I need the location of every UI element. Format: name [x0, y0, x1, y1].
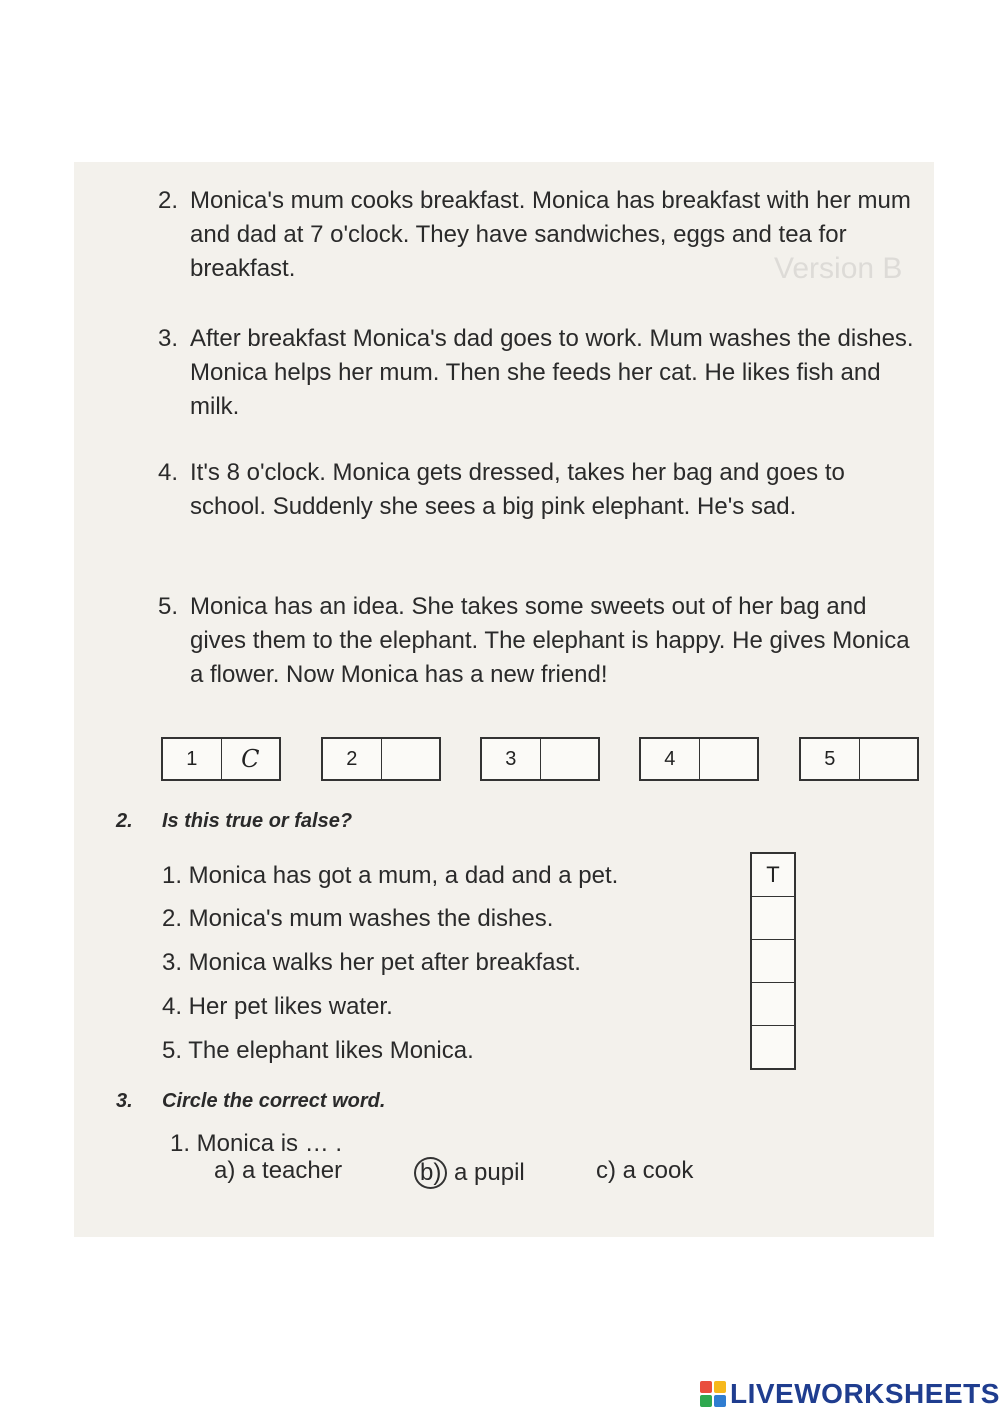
true-false-answer-field[interactable] [752, 940, 794, 983]
true-false-answer-field[interactable] [752, 897, 794, 940]
paragraph-number: 5. [158, 593, 179, 620]
match-answer-field[interactable] [541, 739, 599, 779]
worksheet-page [74, 162, 934, 1237]
option-b[interactable] [414, 1157, 525, 1189]
section-3-heading [116, 1090, 385, 1113]
paragraph-number: 3. [158, 325, 179, 352]
section-title: Circle the correct word. [162, 1090, 386, 1112]
true-false-statement: 4. Her pet likes water. [162, 993, 393, 1020]
match-answer-field[interactable] [860, 739, 918, 779]
match-box-4 [639, 737, 759, 781]
true-false-answer-grid [750, 852, 796, 1070]
option-b-text: a pupil [454, 1159, 525, 1186]
true-false-statement: 3. Monica walks her pet after breakfast. [162, 949, 581, 976]
true-false-statement: 5. The elephant likes Monica. [162, 1037, 474, 1064]
true-false-answer-field[interactable] [752, 1026, 794, 1068]
logo-text: LIVEWORKSHEETS [730, 1378, 1000, 1409]
true-false-statement: 1. Monica has got a mum, a dad and a pet. [162, 862, 619, 889]
paragraph-text: After breakfast Monica's dad goes to work. Mum washes the dishes. Monica helps her mum. Then she feeds her cat. He likes fish and milk. [190, 325, 914, 420]
section-title: Is this true or false? [162, 810, 353, 832]
match-answer-field[interactable] [382, 739, 440, 779]
option-c[interactable]: c) a cook [596, 1157, 694, 1184]
paragraph-text: It's 8 o'clock. Monica gets dressed, takes her bag and goes to school. Suddenly she sees a big pink elephant. He's sad. [190, 459, 845, 520]
match-answer-field[interactable] [700, 739, 758, 779]
section-number: 2. [116, 810, 133, 832]
paragraph-2 [158, 184, 918, 286]
liveworksheets-logo [700, 1378, 1000, 1410]
paragraph-text: Monica's mum cooks breakfast. Monica has breakfast with her mum and dad at 7 o'clock. They have sandwiches, eggs and tea for breakfast. [190, 187, 911, 282]
match-box-label: 1 [163, 739, 222, 779]
match-box-3 [480, 737, 600, 781]
match-box-5 [799, 737, 919, 781]
true-false-answer-field[interactable] [752, 983, 794, 1026]
option-a[interactable]: a) a teacher [214, 1157, 343, 1184]
match-box-label: 5 [801, 739, 860, 779]
paragraph-4 [158, 456, 918, 524]
matching-answer-row [161, 737, 921, 781]
true-false-statement: 2. Monica's mum washes the dishes. [162, 905, 554, 932]
bleed-through-text: Version B [774, 252, 903, 285]
selected-option-circle: b) [414, 1157, 447, 1189]
match-answer-field[interactable]: C [241, 745, 260, 773]
match-box-label: 4 [641, 739, 700, 779]
match-box-1 [161, 737, 281, 781]
true-false-answer-field[interactable]: T [752, 854, 794, 897]
paragraph-number: 4. [158, 459, 179, 486]
multiple-choice-question: 1. Monica is … . [170, 1130, 343, 1157]
match-box-label: 3 [482, 739, 541, 779]
paragraph-3 [158, 322, 918, 424]
paragraph-text: Monica has an idea. She takes some sweets out of her bag and gives them to the elephant. The elephant is happy. He gives Monica a flower. Now Monica has a new friend! [190, 593, 910, 688]
section-2-heading [116, 810, 352, 833]
match-box-2 [321, 737, 441, 781]
match-box-label: 2 [323, 739, 382, 779]
paragraph-5 [158, 590, 918, 692]
paragraph-number: 2. [158, 187, 179, 214]
section-number: 3. [116, 1090, 133, 1112]
logo-mark-icon [700, 1381, 726, 1407]
